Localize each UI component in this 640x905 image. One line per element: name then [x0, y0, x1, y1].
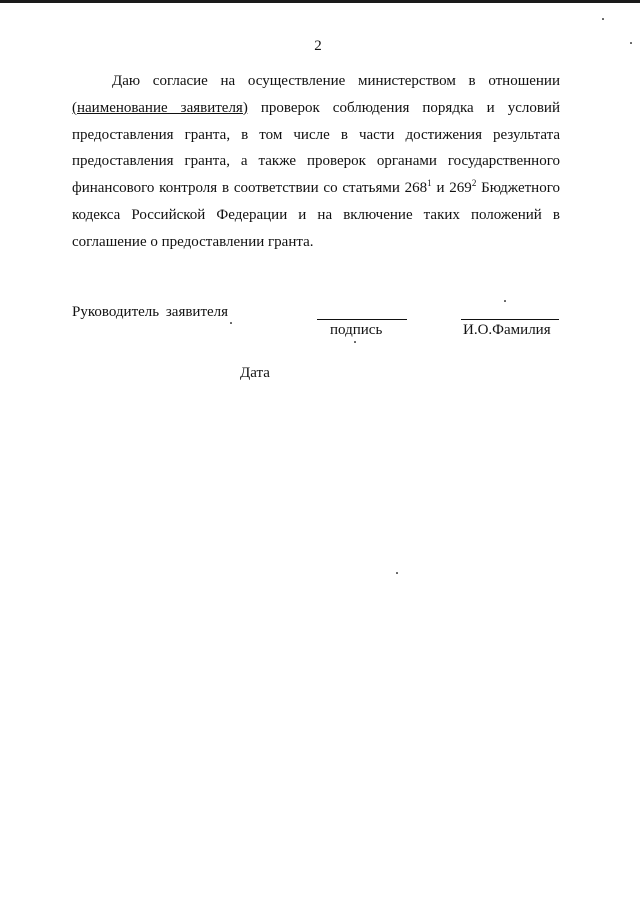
consent-text-part4: Бюджетного кодекса Российской Федерации и на включение таких положений в соглашение о предоставлении гранта. [72, 180, 560, 250]
name-line [461, 319, 559, 320]
article-superscript-1: 1 [427, 178, 432, 189]
article-superscript-2: 2 [471, 178, 477, 189]
consent-paragraph [72, 68, 560, 256]
scan-speck [230, 322, 232, 324]
applicant-name-placeholder: (наименование заявителя) [72, 99, 248, 116]
name-caption: И.О.Фамилия [463, 322, 551, 338]
date-label: Дата [240, 365, 270, 381]
consent-text-part2: проверок соблюдения порядка и условий предоставления гранта, в том числе в части достижения результата предоставления гранта, а также проверок органами государственного финансового контроля в соответствии со статьями 268 [72, 99, 560, 197]
consent-text-part3: и 269 [431, 180, 472, 197]
scan-speck [504, 300, 506, 302]
scan-speck [602, 18, 604, 20]
scan-speck [354, 341, 356, 343]
page-number: 2 [314, 38, 322, 54]
scan-top-edge [0, 0, 640, 3]
signature-line [317, 319, 407, 320]
consent-text-part1: Даю согласие на осуществление министерством в отношении [112, 73, 560, 89]
signer-label: Руководитель заявителя [72, 304, 229, 320]
scan-speck [630, 42, 632, 44]
signature-caption: подпись [330, 322, 383, 338]
scan-speck [396, 572, 398, 574]
